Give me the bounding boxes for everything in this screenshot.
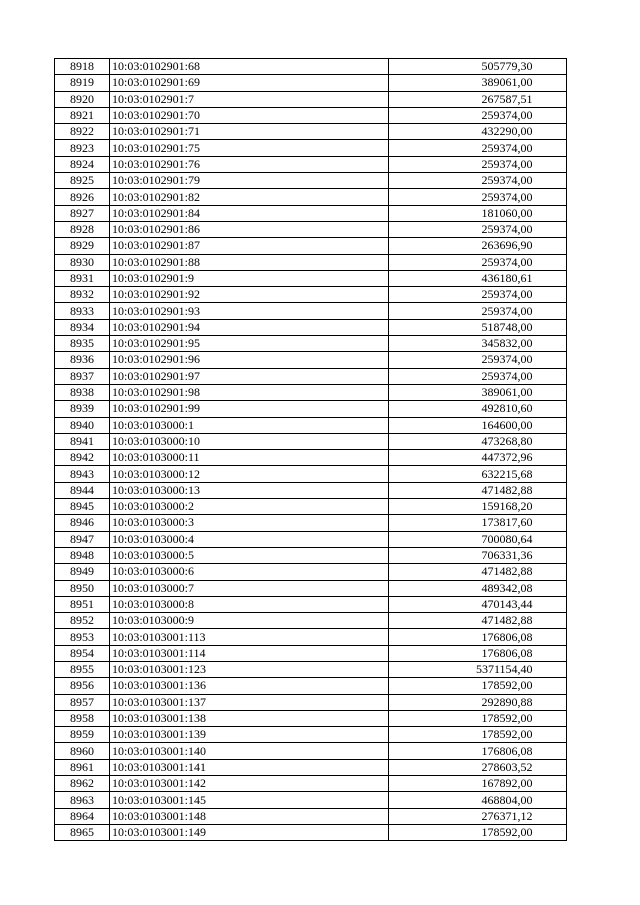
value-text: 5371154,40 bbox=[475, 662, 533, 677]
row-number-cell: 8959 bbox=[55, 727, 110, 743]
table-row bbox=[55, 238, 567, 254]
value-cell bbox=[389, 776, 567, 792]
table-row bbox=[55, 547, 567, 563]
row-number-cell: 8951 bbox=[55, 596, 110, 612]
value-cell bbox=[389, 91, 567, 107]
value-text: 176806,08 bbox=[481, 645, 533, 660]
value-text: 471482,88 bbox=[481, 564, 533, 579]
table-row bbox=[55, 221, 567, 237]
cadastral-number-cell: 10:03:0103000:9 bbox=[110, 613, 389, 629]
row-number-cell: 8954 bbox=[55, 645, 110, 661]
row-number-cell: 8928 bbox=[55, 221, 110, 237]
value-cell bbox=[389, 238, 567, 254]
cadastral-number-cell: 10:03:0102901:99 bbox=[110, 401, 389, 417]
cadastral-number-cell: 10:03:0103000:2 bbox=[110, 499, 389, 515]
row-number-cell: 8965 bbox=[55, 824, 110, 840]
cadastral-number-cell: 10:03:0103000:1 bbox=[110, 417, 389, 433]
value-text: 473268,80 bbox=[481, 433, 533, 448]
table-row bbox=[55, 824, 567, 840]
value-text: 706331,36 bbox=[481, 548, 533, 563]
row-number-cell: 8932 bbox=[55, 287, 110, 303]
value-text: 176806,08 bbox=[481, 629, 533, 644]
value-cell bbox=[389, 319, 567, 335]
table-row bbox=[55, 727, 567, 743]
row-number-cell: 8920 bbox=[55, 91, 110, 107]
value-text: 471482,88 bbox=[481, 613, 533, 628]
cadastral-number-cell: 10:03:0102901:88 bbox=[110, 254, 389, 270]
table-row bbox=[55, 661, 567, 677]
row-number-cell: 8944 bbox=[55, 482, 110, 498]
table-row bbox=[55, 776, 567, 792]
cadastral-number-cell: 10:03:0103001:139 bbox=[110, 727, 389, 743]
value-cell bbox=[389, 124, 567, 140]
table-row bbox=[55, 189, 567, 205]
cadastral-number-cell: 10:03:0103000:4 bbox=[110, 531, 389, 547]
value-text: 178592,00 bbox=[481, 711, 533, 726]
table-row bbox=[55, 743, 567, 759]
value-text: 178592,00 bbox=[481, 678, 533, 693]
value-cell bbox=[389, 450, 567, 466]
row-number-cell: 8953 bbox=[55, 629, 110, 645]
value-cell bbox=[389, 466, 567, 482]
value-cell bbox=[389, 107, 567, 123]
cadastral-number-cell: 10:03:0102901:71 bbox=[110, 124, 389, 140]
row-number-cell: 8938 bbox=[55, 384, 110, 400]
row-number-cell: 8931 bbox=[55, 270, 110, 286]
table-row bbox=[55, 759, 567, 775]
table-row bbox=[55, 792, 567, 808]
value-text: 447372,96 bbox=[481, 450, 533, 465]
table-row bbox=[55, 580, 567, 596]
row-number-cell: 8956 bbox=[55, 678, 110, 694]
value-cell bbox=[389, 547, 567, 563]
table-row bbox=[55, 613, 567, 629]
cadastral-number-cell: 10:03:0102901:70 bbox=[110, 107, 389, 123]
value-text: 259374,00 bbox=[481, 108, 533, 123]
row-number-cell: 8934 bbox=[55, 319, 110, 335]
row-number-cell: 8927 bbox=[55, 205, 110, 221]
value-cell bbox=[389, 303, 567, 319]
table-row bbox=[55, 401, 567, 417]
value-text: 259374,00 bbox=[481, 368, 533, 383]
value-text: 259374,00 bbox=[481, 173, 533, 188]
value-text: 389061,00 bbox=[481, 385, 533, 400]
value-text: 259374,00 bbox=[481, 156, 533, 171]
row-number-cell: 8933 bbox=[55, 303, 110, 319]
cadastral-number-cell: 10:03:0103001:137 bbox=[110, 694, 389, 710]
value-cell bbox=[389, 499, 567, 515]
cadastral-number-cell: 10:03:0102901:84 bbox=[110, 205, 389, 221]
cadastral-number-cell: 10:03:0102901:98 bbox=[110, 384, 389, 400]
value-text: 164600,00 bbox=[481, 417, 533, 432]
value-text: 259374,00 bbox=[481, 140, 533, 155]
value-text: 167892,00 bbox=[481, 776, 533, 791]
value-cell bbox=[389, 678, 567, 694]
cadastral-number-cell: 10:03:0103001:145 bbox=[110, 792, 389, 808]
value-text: 389061,00 bbox=[481, 75, 533, 90]
row-number-cell: 8923 bbox=[55, 140, 110, 156]
cadastral-number-cell: 10:03:0102901:86 bbox=[110, 221, 389, 237]
cadastral-number-cell: 10:03:0103001:148 bbox=[110, 808, 389, 824]
value-cell bbox=[389, 254, 567, 270]
table-row bbox=[55, 368, 567, 384]
value-cell bbox=[389, 564, 567, 580]
row-number-cell: 8948 bbox=[55, 547, 110, 563]
row-number-cell: 8946 bbox=[55, 515, 110, 531]
table-row bbox=[55, 596, 567, 612]
value-text: 178592,00 bbox=[481, 825, 533, 840]
cadastral-number-cell: 10:03:0102901:96 bbox=[110, 352, 389, 368]
value-text: 259374,00 bbox=[481, 303, 533, 318]
cadastral-number-cell: 10:03:0103001:142 bbox=[110, 776, 389, 792]
cadastral-number-cell: 10:03:0103001:140 bbox=[110, 743, 389, 759]
cadastral-number-cell: 10:03:0102901:69 bbox=[110, 75, 389, 91]
table-row bbox=[55, 173, 567, 189]
value-text: 468804,00 bbox=[481, 792, 533, 807]
value-text: 259374,00 bbox=[481, 189, 533, 204]
table-row bbox=[55, 564, 567, 580]
value-text: 259374,00 bbox=[481, 352, 533, 367]
row-number-cell: 8936 bbox=[55, 352, 110, 368]
table-row bbox=[55, 336, 567, 352]
value-cell bbox=[389, 710, 567, 726]
value-text: 470143,44 bbox=[481, 596, 533, 611]
table-row bbox=[55, 205, 567, 221]
table-row bbox=[55, 645, 567, 661]
value-cell bbox=[389, 140, 567, 156]
table-row bbox=[55, 808, 567, 824]
row-number-cell: 8924 bbox=[55, 156, 110, 172]
row-number-cell: 8958 bbox=[55, 710, 110, 726]
cadastral-number-cell: 10:03:0103000:5 bbox=[110, 547, 389, 563]
table-row bbox=[55, 156, 567, 172]
row-number-cell: 8941 bbox=[55, 433, 110, 449]
cadastral-number-cell: 10:03:0103001:114 bbox=[110, 645, 389, 661]
cadastral-number-cell: 10:03:0102901:68 bbox=[110, 59, 389, 75]
row-number-cell: 8940 bbox=[55, 417, 110, 433]
cadastral-number-cell: 10:03:0103000:7 bbox=[110, 580, 389, 596]
row-number-cell: 8926 bbox=[55, 189, 110, 205]
cadastral-number-cell: 10:03:0103001:123 bbox=[110, 661, 389, 677]
value-cell bbox=[389, 661, 567, 677]
table-row bbox=[55, 124, 567, 140]
row-number-cell: 8935 bbox=[55, 336, 110, 352]
value-text: 263696,90 bbox=[481, 238, 533, 253]
row-number-cell: 8961 bbox=[55, 759, 110, 775]
cadastral-number-cell: 10:03:0103001:136 bbox=[110, 678, 389, 694]
value-cell bbox=[389, 645, 567, 661]
value-cell bbox=[389, 792, 567, 808]
table-row bbox=[55, 710, 567, 726]
value-cell bbox=[389, 743, 567, 759]
cadastral-number-cell: 10:03:0102901:7 bbox=[110, 91, 389, 107]
row-number-cell: 8952 bbox=[55, 613, 110, 629]
table-row bbox=[55, 515, 567, 531]
table-row bbox=[55, 270, 567, 286]
value-cell bbox=[389, 596, 567, 612]
value-cell bbox=[389, 270, 567, 286]
value-cell bbox=[389, 368, 567, 384]
cadastral-number-cell: 10:03:0102901:94 bbox=[110, 319, 389, 335]
cadastral-number-cell: 10:03:0102901:9 bbox=[110, 270, 389, 286]
value-text: 159168,20 bbox=[481, 499, 533, 514]
value-cell bbox=[389, 531, 567, 547]
value-cell bbox=[389, 173, 567, 189]
value-cell bbox=[389, 336, 567, 352]
value-text: 173817,60 bbox=[481, 515, 533, 530]
value-cell bbox=[389, 629, 567, 645]
value-text: 278603,52 bbox=[481, 759, 533, 774]
table-row bbox=[55, 433, 567, 449]
row-number-cell: 8937 bbox=[55, 368, 110, 384]
value-text: 471482,88 bbox=[481, 482, 533, 497]
value-cell bbox=[389, 59, 567, 75]
row-number-cell: 8945 bbox=[55, 499, 110, 515]
value-cell bbox=[389, 515, 567, 531]
table-row bbox=[55, 75, 567, 91]
cadastral-number-cell: 10:03:0102901:79 bbox=[110, 173, 389, 189]
row-number-cell: 8943 bbox=[55, 466, 110, 482]
table-body bbox=[55, 59, 567, 841]
table-row bbox=[55, 140, 567, 156]
table-row bbox=[55, 107, 567, 123]
value-cell bbox=[389, 482, 567, 498]
value-text: 292890,88 bbox=[481, 694, 533, 709]
cadastral-number-cell: 10:03:0102901:93 bbox=[110, 303, 389, 319]
value-cell bbox=[389, 221, 567, 237]
cadastral-value-table bbox=[54, 58, 567, 841]
value-text: 259374,00 bbox=[481, 222, 533, 237]
cadastral-number-cell: 10:03:0102901:97 bbox=[110, 368, 389, 384]
row-number-cell: 8922 bbox=[55, 124, 110, 140]
row-number-cell: 8947 bbox=[55, 531, 110, 547]
row-number-cell: 8925 bbox=[55, 173, 110, 189]
table-row bbox=[55, 287, 567, 303]
value-text: 505779,30 bbox=[481, 59, 533, 74]
cadastral-number-cell: 10:03:0103000:8 bbox=[110, 596, 389, 612]
value-text: 436180,61 bbox=[481, 271, 533, 285]
row-number-cell: 8929 bbox=[55, 238, 110, 254]
cadastral-number-cell: 10:03:0103000:12 bbox=[110, 466, 389, 482]
cadastral-number-cell: 10:03:0102901:92 bbox=[110, 287, 389, 303]
cadastral-number-cell: 10:03:0103000:10 bbox=[110, 433, 389, 449]
value-cell bbox=[389, 824, 567, 840]
row-number-cell: 8963 bbox=[55, 792, 110, 808]
value-cell bbox=[389, 401, 567, 417]
cadastral-number-cell: 10:03:0102901:82 bbox=[110, 189, 389, 205]
row-number-cell: 8918 bbox=[55, 59, 110, 75]
table-row bbox=[55, 450, 567, 466]
value-text: 492810,60 bbox=[481, 401, 533, 416]
value-text: 181060,00 bbox=[481, 205, 533, 220]
value-cell bbox=[389, 759, 567, 775]
value-cell bbox=[389, 417, 567, 433]
value-cell bbox=[389, 287, 567, 303]
table-row bbox=[55, 352, 567, 368]
cadastral-number-cell: 10:03:0103001:113 bbox=[110, 629, 389, 645]
value-text: 518748,00 bbox=[481, 319, 533, 334]
cadastral-number-cell: 10:03:0103000:3 bbox=[110, 515, 389, 531]
value-text: 432290,00 bbox=[481, 124, 533, 139]
cadastral-number-cell: 10:03:0102901:95 bbox=[110, 336, 389, 352]
value-cell bbox=[389, 580, 567, 596]
table-row bbox=[55, 694, 567, 710]
value-text: 259374,00 bbox=[481, 287, 533, 302]
value-text: 178592,00 bbox=[481, 727, 533, 742]
value-cell bbox=[389, 189, 567, 205]
table-row bbox=[55, 466, 567, 482]
value-text: 632215,68 bbox=[481, 466, 533, 481]
table-row bbox=[55, 629, 567, 645]
cadastral-number-cell: 10:03:0103001:141 bbox=[110, 759, 389, 775]
value-text: 345832,00 bbox=[481, 336, 533, 351]
row-number-cell: 8930 bbox=[55, 254, 110, 270]
table-row bbox=[55, 59, 567, 75]
table-row bbox=[55, 384, 567, 400]
cadastral-number-cell: 10:03:0103000:11 bbox=[110, 450, 389, 466]
row-number-cell: 8949 bbox=[55, 564, 110, 580]
value-text: 489342,08 bbox=[481, 580, 533, 595]
value-cell bbox=[389, 156, 567, 172]
value-cell bbox=[389, 352, 567, 368]
cadastral-number-cell: 10:03:0102901:76 bbox=[110, 156, 389, 172]
cadastral-number-cell: 10:03:0103000:6 bbox=[110, 564, 389, 580]
row-number-cell: 8921 bbox=[55, 107, 110, 123]
row-number-cell: 8955 bbox=[55, 661, 110, 677]
table-row bbox=[55, 499, 567, 515]
row-number-cell: 8964 bbox=[55, 808, 110, 824]
row-number-cell: 8942 bbox=[55, 450, 110, 466]
row-number-cell: 8939 bbox=[55, 401, 110, 417]
value-cell bbox=[389, 727, 567, 743]
value-cell bbox=[389, 433, 567, 449]
row-number-cell: 8960 bbox=[55, 743, 110, 759]
cadastral-number-cell: 10:03:0103000:13 bbox=[110, 482, 389, 498]
table-row bbox=[55, 417, 567, 433]
table-row bbox=[55, 482, 567, 498]
table-row bbox=[55, 303, 567, 319]
value-cell bbox=[389, 205, 567, 221]
value-cell bbox=[389, 75, 567, 91]
value-text: 267587,51 bbox=[481, 91, 533, 106]
value-text: 176806,08 bbox=[481, 743, 533, 758]
value-cell bbox=[389, 613, 567, 629]
value-text: 700080,64 bbox=[481, 531, 533, 546]
cadastral-number-cell: 10:03:0103001:149 bbox=[110, 824, 389, 840]
table-row bbox=[55, 91, 567, 107]
cadastral-number-cell: 10:03:0102901:87 bbox=[110, 238, 389, 254]
value-cell bbox=[389, 694, 567, 710]
row-number-cell: 8957 bbox=[55, 694, 110, 710]
value-text: 276371,12 bbox=[481, 808, 533, 823]
cadastral-number-cell: 10:03:0102901:75 bbox=[110, 140, 389, 156]
row-number-cell: 8962 bbox=[55, 776, 110, 792]
table-row bbox=[55, 678, 567, 694]
table-row bbox=[55, 319, 567, 335]
cadastral-number-cell: 10:03:0103001:138 bbox=[110, 710, 389, 726]
value-text: 259374,00 bbox=[481, 254, 533, 269]
value-cell bbox=[389, 808, 567, 824]
table-row bbox=[55, 531, 567, 547]
row-number-cell: 8950 bbox=[55, 580, 110, 596]
table-row bbox=[55, 254, 567, 270]
row-number-cell: 8919 bbox=[55, 75, 110, 91]
value-cell bbox=[389, 384, 567, 400]
